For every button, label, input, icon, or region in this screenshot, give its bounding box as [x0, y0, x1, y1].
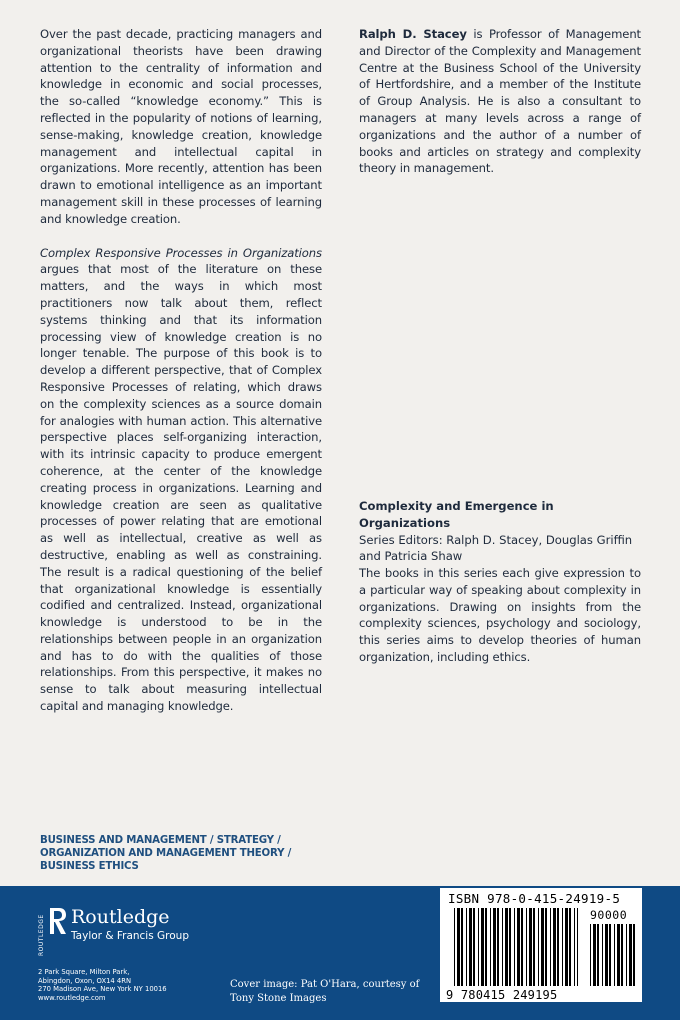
barcode-bar	[541, 908, 544, 986]
barcode-bar	[485, 908, 487, 986]
barcode-bar	[590, 924, 591, 986]
barcode-bar	[502, 908, 503, 986]
address-line-2: Abingdon, Oxon, OX14 4RN	[38, 976, 132, 985]
blurb-paragraph-2	[40, 245, 322, 715]
publisher-name: Routledge	[71, 906, 170, 928]
barcode-bar	[617, 924, 620, 986]
barcode-bar	[493, 908, 496, 986]
publisher-website: www.routledge.com	[38, 993, 106, 1002]
barcode-bar	[553, 908, 556, 986]
cover-credit-line-1: Cover image: Pat O'Hara, courtesy of	[230, 979, 420, 990]
barcode-bar	[614, 924, 615, 986]
series-editors-line-2: and Patricia Shaw	[359, 549, 463, 564]
isbn-barcode	[440, 888, 642, 1002]
barcode-bar	[565, 908, 568, 986]
address-line-1: 2 Park Square, Milton Park,	[38, 968, 130, 976]
barcode-bar	[514, 908, 515, 986]
blurb-paragraph-1: Over the past decade, practicing managers and organizational theorists have been drawing attention to the centrality of information and knowledge in economic and social processes, the so-called “knowledge economy.” This is reflected in the popularity of notions of learning, sense-making, knowledge creation, knowledge management and intellectual capital in organizations. More recently, attention has been drawn to emotional intelligence as an important management skill in these processes of learning and knowledge creation.	[40, 27, 322, 226]
barcode-bar	[569, 908, 571, 986]
cover-credit-line-2: Tony Stone Images	[230, 992, 327, 1004]
barcode-digits: 9 780415 249195	[446, 988, 558, 1002]
barcode-bar	[473, 908, 475, 986]
address-line-3: 270 Madison Ave, New York NY 10016	[38, 985, 167, 994]
barcode-bar	[526, 908, 527, 986]
barcode-bar	[461, 908, 463, 986]
barcode-bar	[478, 908, 479, 986]
barcode-bar	[609, 924, 611, 986]
author-bio-text: is Professor of Management and Director of the Complexity and Management Centre at the Business School of the University of Hertfordshire, and a member of the Institute of Group Analysis. He is also a consultant to managers at many levels across a range of organizations and the author of a number of books and articles on strategy and complexity theory in management.	[359, 27, 642, 176]
barcode-bar	[605, 924, 608, 986]
barcode-bar	[457, 908, 460, 986]
barcode-bar	[550, 908, 551, 986]
routledge-logo	[38, 904, 198, 964]
subject-line-2: ORGANIZATION AND MANAGEMENT THEORY /	[40, 848, 292, 859]
barcode-bar	[509, 908, 511, 986]
series-editors-line-1: Series Editors: Ralph D. Stacey, Douglas Griffin	[359, 532, 633, 547]
publisher-footer-band	[0, 886, 680, 1020]
barcode-bar	[545, 908, 547, 986]
series-info	[359, 498, 641, 565]
barcode-bar	[633, 924, 635, 986]
subject-line-3: BUSINESS ETHICS	[40, 861, 139, 872]
barcode-bar	[490, 908, 491, 986]
barcode-bar	[574, 908, 575, 986]
barcode-bar	[577, 908, 578, 986]
blurb-paragraph-2-text: argues that most of the literature on these matters, and the ways in which most practitioners now talk about them, reflect systems thinking and that its information processing view of knowledge creation is no longer tenable. The purpose of this book is to develop a different perspective, that of Complex Responsive Processes of relating, which draws on the complexity sciences as a source domain for analogies with human action. This alternative perspective places self-organizing interaction, with its intrinsic capacity to produce emergent coherence, at the center of the knowledge creating process in organizations. Learning and knowledge creation are seen as qualitative processes of power relating that are emotional as well as intellectual, creative as well as destructive, enabling as well as constraining. The result is a radical questioning of the belief that organizational knowledge is essentially codified and centralized. Instead, organizational knowledge is understood to be in the relationships between people in an organization and has to do with the qualities of those relationships. From this perspective, it makes no sense to talk about measuring intellectual capital and managing knowledge.	[40, 262, 322, 714]
barcode-bar	[629, 924, 632, 986]
barcode-bar	[521, 908, 523, 986]
barcode-bar	[597, 924, 599, 986]
cover-image-credit	[230, 978, 419, 1005]
series-title: Complexity and Emergence in Organizations	[359, 499, 554, 530]
barcode-bar	[621, 924, 623, 986]
routledge-r-icon	[48, 906, 68, 936]
author-name: Ralph D. Stacey	[359, 27, 467, 41]
book-title-italic: Complex Responsive Processes in Organizations	[40, 245, 322, 260]
publisher-address	[38, 968, 167, 1002]
spine-label: ROUTLEDGE	[38, 914, 45, 956]
subject-line-1: BUSINESS AND MANAGEMENT / STRATEGY /	[40, 835, 281, 846]
barcode-bar	[533, 908, 535, 986]
barcode-bar	[454, 908, 455, 986]
barcode-addon-number: 90000	[590, 908, 628, 922]
barcode-bar	[481, 908, 484, 986]
barcode-bar	[538, 908, 539, 986]
series-description: The books in this series each give expression to a particular way of speaking about complexity in organizations. Drawing on insights from the complexity sciences, psychology and sociology, this series aims to develop theories of human organization, including ethics.	[359, 566, 641, 664]
barcode-bar	[529, 908, 532, 986]
barcode-bar	[602, 924, 603, 986]
subject-categories	[40, 834, 340, 873]
barcode-bar	[497, 908, 499, 986]
barcode-bar	[466, 908, 467, 986]
barcode-bar	[517, 908, 520, 986]
barcode-bar	[557, 908, 559, 986]
publisher-group: Taylor & Francis Group	[71, 930, 189, 942]
isbn-label: ISBN 978-0-415-24919-5	[448, 891, 621, 906]
barcode-bar	[626, 924, 627, 986]
barcode-bar	[562, 908, 563, 986]
barcode-bar	[593, 924, 596, 986]
back-cover-blurb	[40, 26, 322, 732]
barcode-bar	[469, 908, 472, 986]
barcode-bar	[505, 908, 508, 986]
author-bio	[359, 26, 641, 177]
